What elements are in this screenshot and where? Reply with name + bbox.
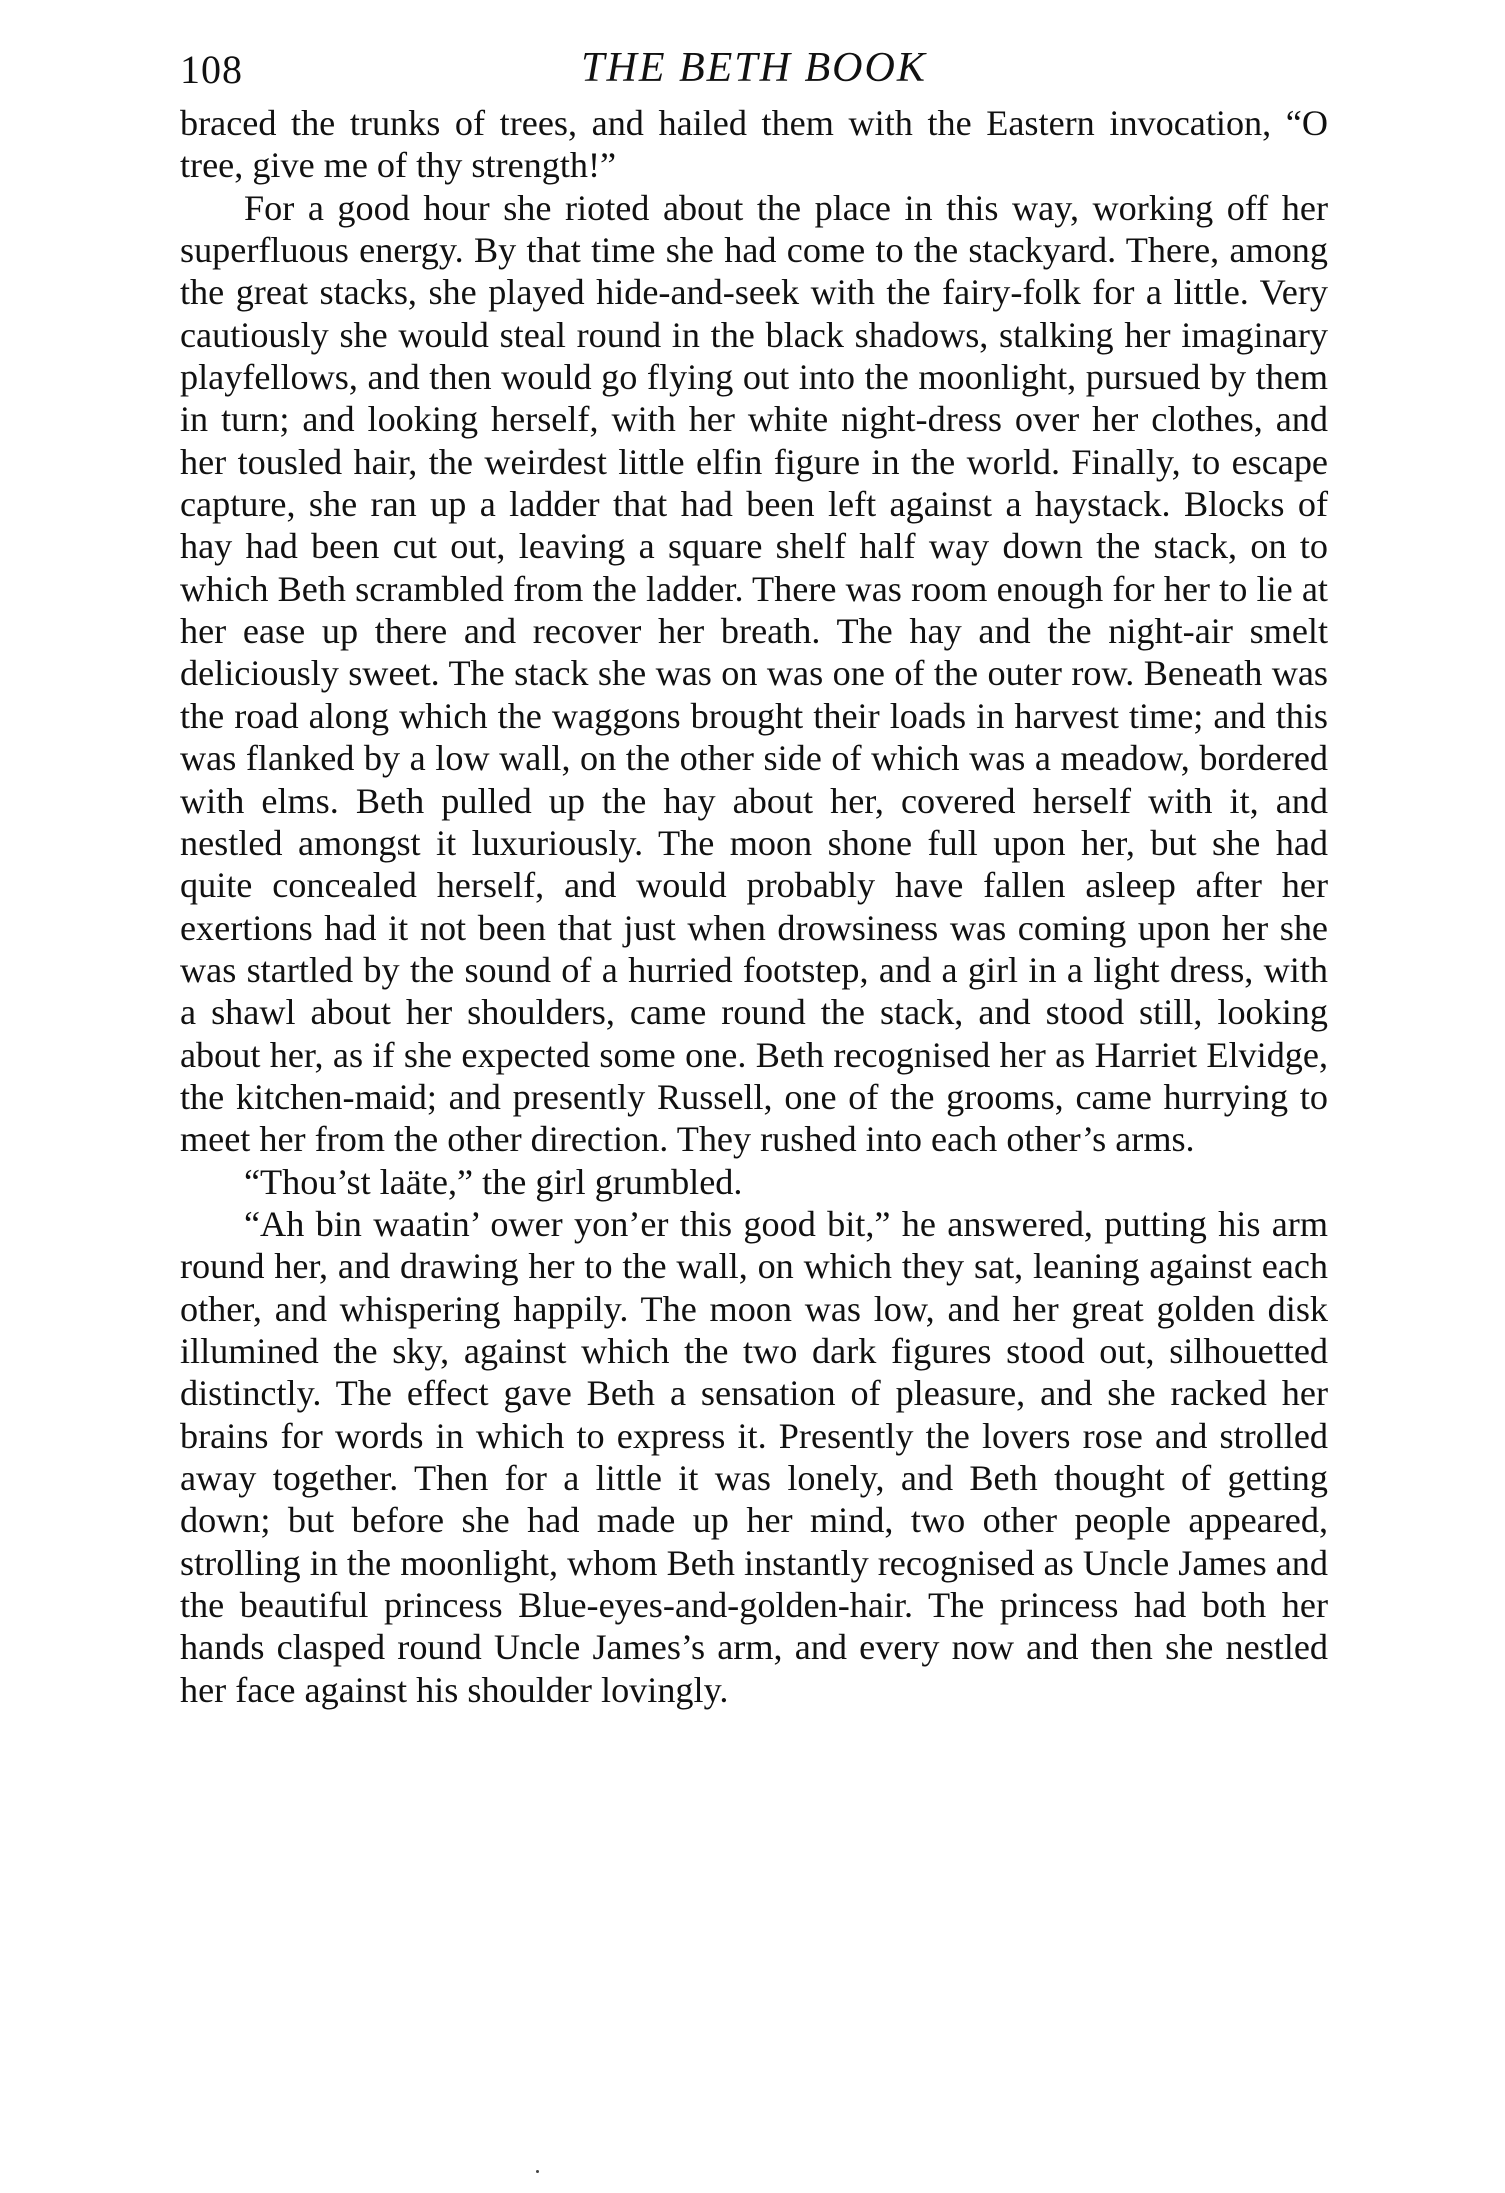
paragraph-continuation: braced the trunks of trees, and hailed them with the Eastern invocation, “O tree, give me of thy strength!” [180,103,1328,186]
page-header [180,40,1328,96]
body-text [180,102,1328,1711]
running-title: THE BETH BOOK [581,45,927,91]
print-speck [536,2170,539,2173]
paragraph-stackyard: For a good hour she rioted about the place in this way, working off her superfluous energy. By that time she had come to the stackyard. There, among the great stacks, she played hide-and-seek with the fairy-folk for a little. Very cautiously she would steal round in the black shadows, stalking her imaginary playfellows, and then would go flying out into the moonlight, pursued by them in turn; and looking herself, with her white night-dress over her clothes, and her tousled hair, the weirdest little elfin figure in the world. Finally, to escape capture, she ran up a ladder that had been left against a haystack. Blocks of hay had been cut out, leaving a square shelf half way down the stack, on to which Beth scrambled from the ladder. There was room enough for her to lie at her ease up there and recover her breath. The hay and the night-air smelt deliciously sweet. The stack she was on was one of the outer row. Beneath was the road along which the waggons brought their loads in harvest time; and this was flanked by a low wall, on the other side of which was a meadow, bordered with elms. Beth pulled up the hay about her, covered herself with it, and nestled amongst it luxuriously. The moon shone full upon her, but she had quite concealed herself, and would probably have fallen asleep after her exertions had it not been that just when drowsiness was coming upon her she was startled by the sound of a hurried footstep, and a girl in a light dress, with a shawl about her shoulders, came round the stack, and stood still, looking about her, as if she expected some one. Beth recognised her as Harriet Elvidge, the kitchen-maid; and presently Russell, one of the grooms, came hurrying to meet her from the other direction. They rushed into each other’s arms. [180,187,1328,1160]
book-page [180,40,1328,1711]
paragraph-dialogue-groom: “Ah bin waatin’ ower yon’er this good bit,” he answered, putting his arm round her, and drawing her to the wall, on which they sat, leaning against each other, and whispering happily. The moon was low, and her great golden disk illumined the sky, against which the two dark figures stood out, silhouetted distinctly. The effect gave Beth a sensation of pleasure, and she racked her brains for words in which to express it. Presently the lovers rose and strolled away together. Then for a little it was lonely, and Beth thought of getting down; but before she had made up her mind, two other people appeared, strolling in the moonlight, whom Beth instantly recognised as Uncle James and the beautiful princess Blue-eyes-and-golden-hair. The princess had both her hands clasped round Uncle James’s arm, and every now and then she nestled her face against his shoulder lovingly. [180,1203,1328,1710]
paragraph-dialogue-girl: “Thou’st laäte,” the girl grumbled. [244,1161,743,1202]
page-number: 108 [180,47,243,92]
